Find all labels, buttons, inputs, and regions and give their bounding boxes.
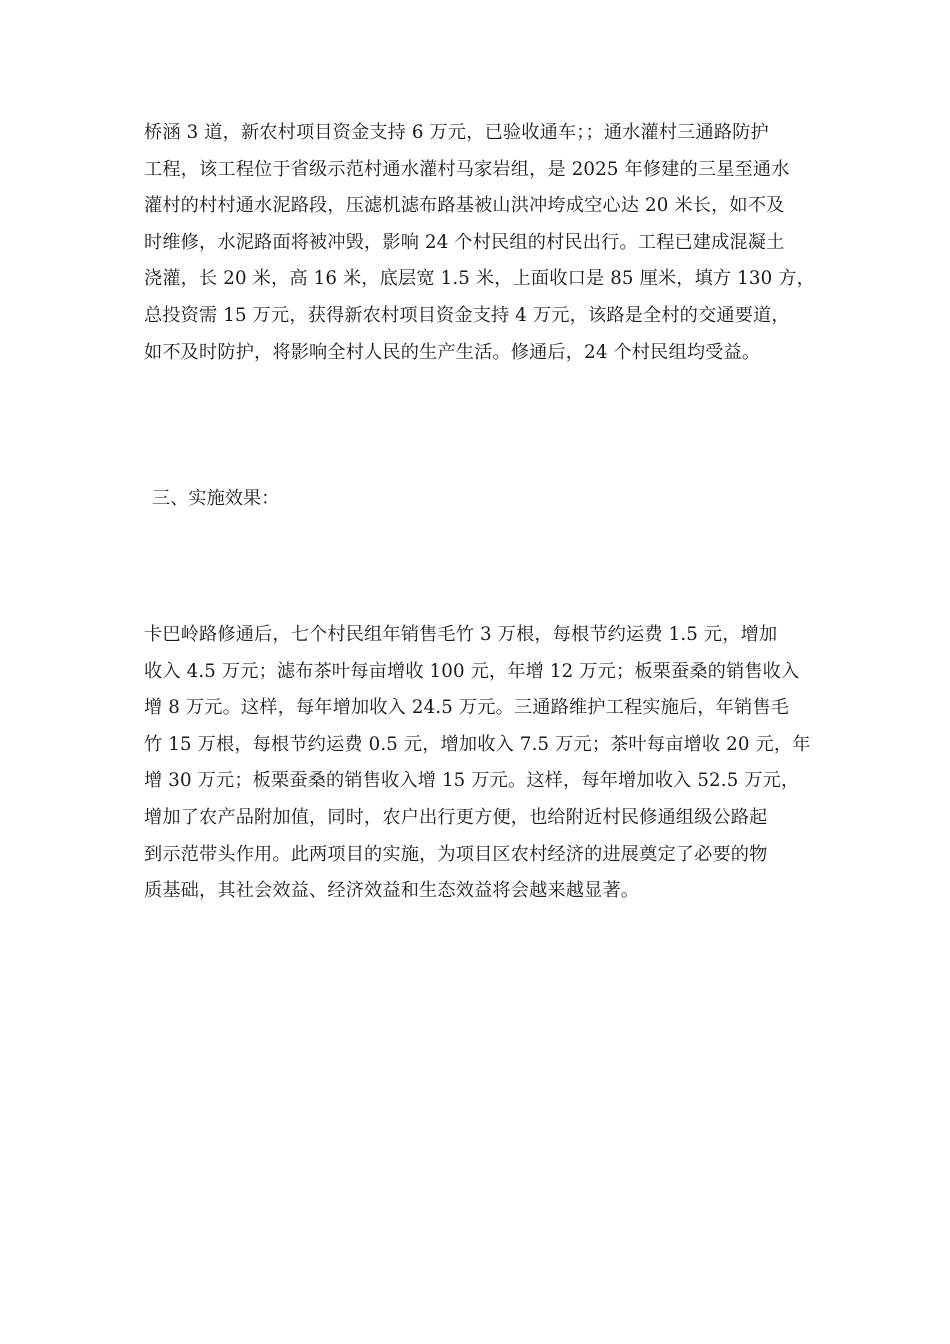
text-line: 竹 15 万根，每根节约运费 0.5 元，增加收入 7.5 万元；茶叶每亩增收 20 元，年 xyxy=(144,733,811,755)
text-line: 增加了农产品附加值，同时，农户出行更方便，也给附近村民修通组级公路起 xyxy=(144,806,768,828)
text-line: 如不及时防护，将影响全村人民的生产生活。修通后，24 个村民组均受益。 xyxy=(144,341,761,363)
text-line: 收入 4.5 万元；滤布茶叶每亩增收 100 元，年增 12 万元；板栗蚕桑的销售收入 xyxy=(144,660,800,682)
text-line: 总投资需 15 万元，获得新农村项目资金支持 4 万元，该路是全村的交通要道， xyxy=(144,304,790,326)
text-line: 浇灌，长 20 米，高 16 米，底层宽 1.5 米，上面收口是 85 厘米，填方 130 方， xyxy=(144,268,815,290)
text-line: 时维修，水泥路面将被冲毁，影响 24 个村民组的村民出行。工程已建成混凝土 xyxy=(144,231,785,253)
text-line: 增 30 万元；板栗蚕桑的销售收入增 15 万元。这样，每年增加收入 52.5 万元， xyxy=(144,770,800,792)
section-heading: 三、实施效果： xyxy=(152,488,280,509)
text-line: 卡巴岭路修通后，七个村民组年销售毛竹 3 万根，每根节约运费 1.5 元，增加 xyxy=(144,624,778,645)
paragraph-project-description xyxy=(144,115,824,371)
text-line: 桥涵 3 道，新农村项目资金支持 6 万元，已验收通车；；通水灌村三通路防护 xyxy=(144,122,769,143)
text-line: 到示范带头作用。此两项目的实施，为项目区农村经济的进展奠定了必要的物 xyxy=(144,843,768,865)
paragraph-implementation-effects xyxy=(144,617,824,910)
text-line: 工程，该工程位于省级示范村通水灌村马家岩组，是 2025 年修建的三星至通水 xyxy=(144,158,790,180)
text-line: 增 8 万元。这样，每年增加收入 24.5 万元。三通路维护工程实施后，年销售毛 xyxy=(144,697,790,719)
text-line: 质基础，其社会效益、经济效益和生态效益将会越来越显著。 xyxy=(144,880,640,902)
text-line: 灌村的村村通水泥路段，压滤机滤布路基被山洪冲垮成空心达 20 米长，如不及 xyxy=(144,195,785,217)
